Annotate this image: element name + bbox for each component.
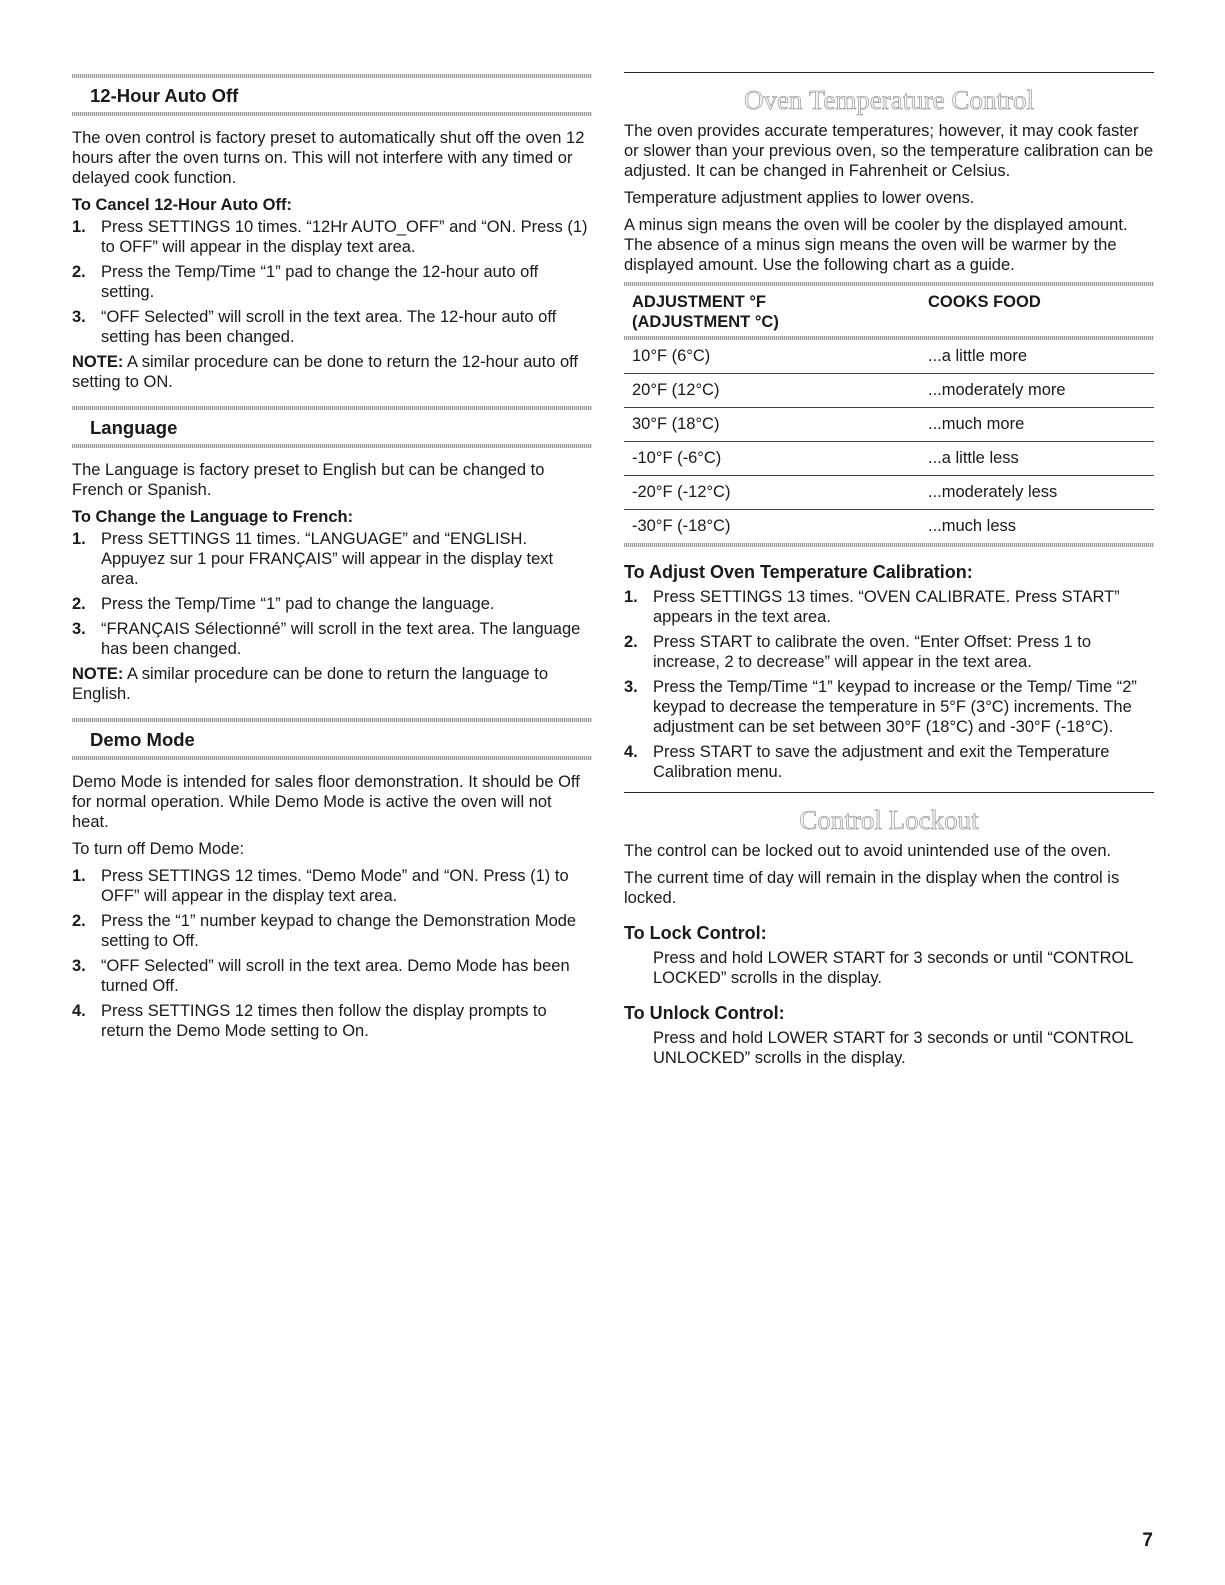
subheading: To Adjust Oven Temperature Calibration: (624, 562, 973, 582)
list-item: 2. Press the Temp/Time “1” pad to change the language. (72, 595, 495, 613)
paragraph: A minus sign means the oven will be cooler by the displayed amount. The absence of a minus sign means the oven will be warmer by the displayed amount. Use the following chart as a guide. (624, 216, 1128, 274)
table-cell: ...a little less (920, 442, 1154, 476)
paragraph: To turn off Demo Mode: (72, 840, 245, 858)
table-cell: 20°F (12°C) (624, 374, 920, 408)
list-item: 4. Press START to save the adjustment and exit the Temperature Calibration menu. (624, 743, 1110, 781)
table-cell: 10°F (6°C) (624, 340, 920, 374)
section-language (72, 406, 592, 704)
paragraph: The Language is factory preset to English but can be changed to French or Spanish. (72, 461, 545, 499)
subheading: To Change the Language to French: (72, 508, 354, 526)
section-heading: Demo Mode (90, 729, 195, 750)
divider (72, 112, 592, 116)
list-item: 4. Press SETTINGS 12 times then follow the display prompts to return the Demo Mode setting to On. (72, 1002, 547, 1040)
list-item: 3. “OFF Selected” will scroll in the text area. The 12-hour auto off setting has been changed. (72, 308, 557, 346)
table-cell: -30°F (-18°C) (632, 517, 731, 535)
table-row (624, 510, 1154, 544)
divider (624, 543, 1154, 547)
table-row (624, 476, 1154, 510)
step-list (72, 529, 592, 659)
divider (72, 444, 592, 448)
subheading-lock: To Lock Control: (624, 923, 767, 943)
section-demo-mode (72, 718, 592, 1041)
table-header-row (624, 286, 1154, 336)
list-item: 1. Press SETTINGS 10 times. “12Hr AUTO_OFF” and “ON. Press (1) to OFF” will appear in the display text area. (72, 218, 588, 256)
table-cell: ...moderately less (920, 476, 1154, 510)
table-row (624, 408, 1154, 442)
section-heading: Language (90, 417, 178, 438)
table-cell: ...much less (928, 517, 1017, 535)
section-control-lockout (624, 792, 1154, 1068)
paragraph: Press and hold LOWER START for 3 seconds or until “CONTROL LOCKED” scrolls in the display. (653, 949, 1133, 987)
page-number: 7 (1142, 1530, 1153, 1551)
section-auto-off (72, 74, 592, 392)
table-cell: -10°F (-6°C) (624, 442, 920, 476)
table-cell: -20°F (-12°C) (624, 476, 920, 510)
step-list (72, 866, 592, 1041)
table-cell: 30°F (18°C) (624, 408, 920, 442)
column-header-cooks-food: COOKS FOOD (928, 293, 1041, 311)
left-column (72, 74, 592, 1051)
paragraph: The oven provides accurate temperatures; however, it may cook faster or slower than your previous oven, so the temperature calibration can be adjusted. It can be changed in Fahrenheit or Celsius. (624, 122, 1154, 180)
list-item: 2. Press START to calibrate the oven. “Enter Offset: Press 1 to increase, 2 to decrease” will appear in the text area. (624, 633, 1092, 671)
table-cell: ...a little more (920, 340, 1154, 374)
section-oven-temperature (624, 72, 1154, 782)
paragraph: Temperature adjustment applies to lower ovens. (624, 189, 975, 207)
list-item: 1. Press SETTINGS 12 times. “Demo Mode” and “ON. Press (1) to OFF” will appear in the display text area. (72, 867, 569, 905)
paragraph: The control can be locked out to avoid unintended use of the oven. (624, 842, 1112, 860)
divider (624, 792, 1154, 793)
list-item: 3. Press the Temp/Time “1” keypad to increase or the Temp/ Time “2” keypad to decrease the temperature in 5°F (3°C) increments. The adjustment can be set between 30°F (18°C) and -30°F (-18°C). (624, 678, 1137, 736)
paragraph: The current time of day will remain in the display when the control is locked. (624, 869, 1120, 907)
section-title: Oven Temperature Control (743, 85, 1035, 115)
step-list (72, 217, 592, 347)
list-item: 1. Press SETTINGS 11 times. “LANGUAGE” and “ENGLISH. Appuyez sur 1 pour FRANÇAIS” will appear in the display text area. (72, 530, 554, 588)
list-item: 2. Press the “1” number keypad to change the Demonstration Mode setting to Off. (72, 912, 577, 950)
table-cell: ...much more (920, 408, 1154, 442)
step-list (624, 587, 1154, 782)
list-item: 3. “FRANÇAIS Sélectionné” will scroll in the text area. The language has been changed. (72, 620, 581, 658)
paragraph: Demo Mode is intended for sales floor demonstration. It should be Off for normal operation. While Demo Mode is active the oven will not heat. (72, 773, 580, 831)
section-heading: 12-Hour Auto Off (90, 85, 239, 106)
adjustment-table (624, 286, 1154, 543)
right-column (624, 72, 1154, 1075)
paragraph: Press and hold LOWER START for 3 seconds or until “CONTROL UNLOCKED” scrolls in the display. (653, 1029, 1133, 1067)
note: NOTE: A similar procedure can be done to return the 12-hour auto off setting to ON. (72, 353, 578, 391)
list-item: 3. “OFF Selected” will scroll in the text area. Demo Mode has been turned Off. (72, 957, 570, 995)
table-cell: ...moderately more (920, 374, 1154, 408)
paragraph: The oven control is factory preset to automatically shut off the oven 12 hours after the oven turns on. This will not interfere with any timed or delayed cook function. (72, 129, 585, 187)
subheading-unlock: To Unlock Control: (624, 1003, 785, 1023)
divider (72, 756, 592, 760)
note: NOTE: A similar procedure can be done to return the language to English. (72, 665, 549, 703)
list-item: 1. Press SETTINGS 13 times. “OVEN CALIBRATE. Press START” appears in the text area. (624, 588, 1120, 626)
table-row (624, 442, 1154, 476)
list-item: 2. Press the Temp/Time “1” pad to change the 12-hour auto off setting. (72, 263, 539, 301)
subheading: To Cancel 12-Hour Auto Off: (72, 196, 292, 214)
section-title: Control Lockout (799, 805, 979, 835)
divider (624, 72, 1154, 73)
table-row (624, 374, 1154, 408)
column-header-adjustment: ADJUSTMENT °F (ADJUSTMENT °C) (632, 293, 779, 331)
table-row (624, 340, 1154, 374)
